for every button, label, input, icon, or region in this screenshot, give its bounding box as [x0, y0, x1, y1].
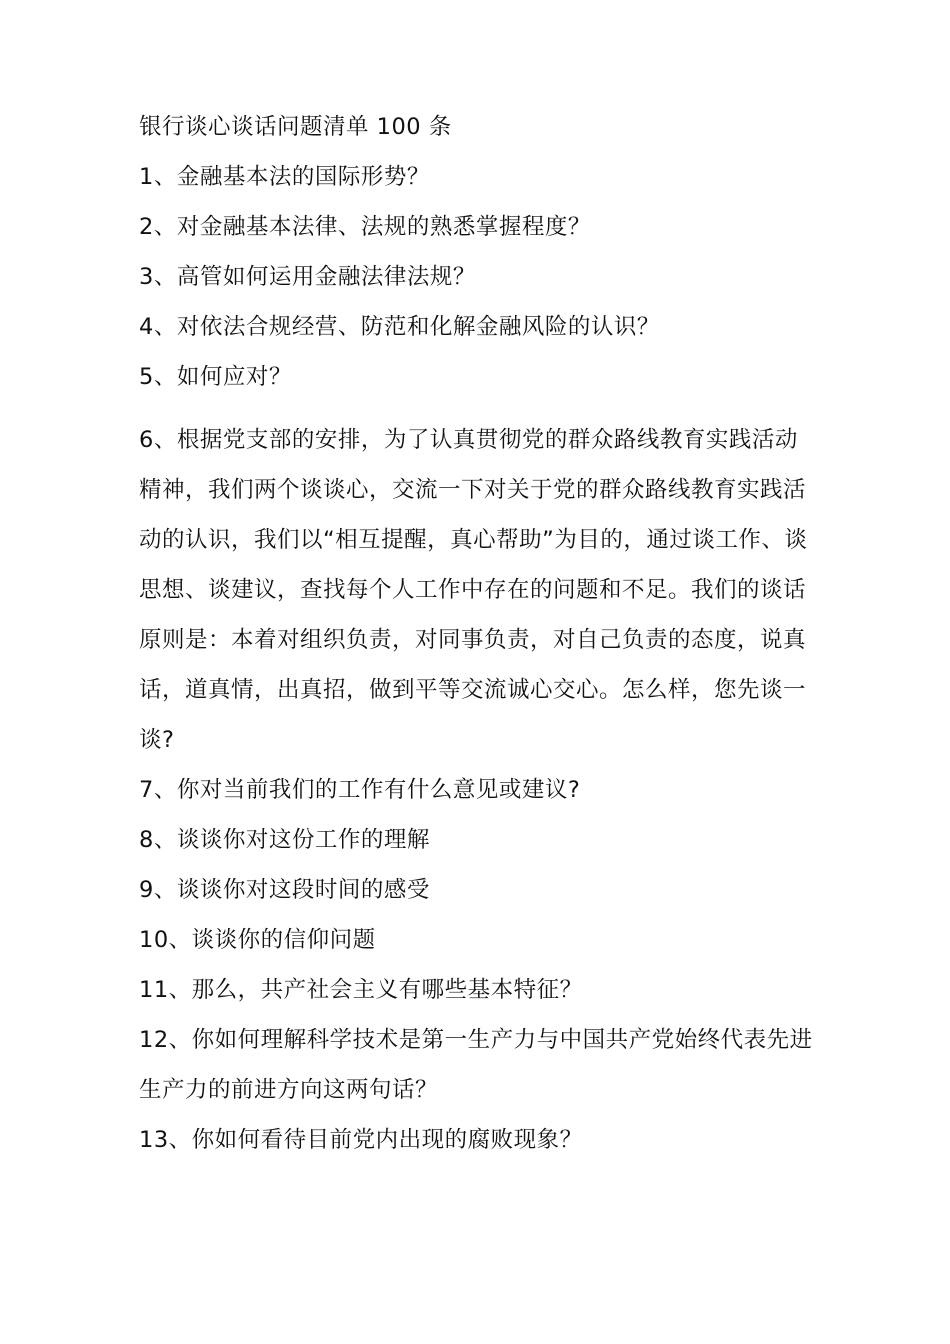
question-4: 4、对依法合规经营、防范和化解金融风险的认识？	[139, 314, 660, 340]
document-title: 银行谈心谈话问题清单 100 条	[139, 114, 452, 140]
question-13: 13、你如何看待目前党内出现的腐败现象？	[139, 1127, 583, 1153]
question-10: 10、谈谈你的信仰问题	[139, 927, 376, 953]
document-body	[139, 112, 819, 1175]
question-8: 8、谈谈你对这份工作的理解	[139, 827, 430, 853]
question-3: 3、高管如何运用金融法律法规？	[139, 264, 476, 290]
question-5: 5、如何应对？	[139, 364, 292, 390]
question-11: 11、那么，共产社会主义有哪些基本特征？	[139, 977, 583, 1003]
question-12: 12、你如何理解科学技术是第一生产力与中国共产党始终代表先进生产力的前进方向这两句话？	[139, 1027, 813, 1103]
question-7: 7、你对当前我们的工作有什么意见或建议?	[139, 777, 581, 803]
question-2: 2、对金融基本法律、法规的熟悉掌握程度？	[139, 214, 591, 240]
question-1: 1、金融基本法的国际形势？	[139, 164, 430, 190]
question-6: 6、根据党支部的安排，为了认真贯彻党的群众路线教育实践活动精神，我们两个谈谈心，交流一下对关于党的群众路线教育实践活动的认识，我们以“相互提醒，真心帮助”为目的，通过谈工作、谈思想、谈建议，查找每个人工作中存在的问题和不足。我们的谈话原则是：本着对组织负责，对同事负责，对自己负责的态度，说真话，道真情，出真招，做到平等交流诚心交心。怎么样，您先谈一谈?	[139, 427, 808, 753]
question-9: 9、谈谈你对这段时间的感受	[139, 877, 430, 903]
